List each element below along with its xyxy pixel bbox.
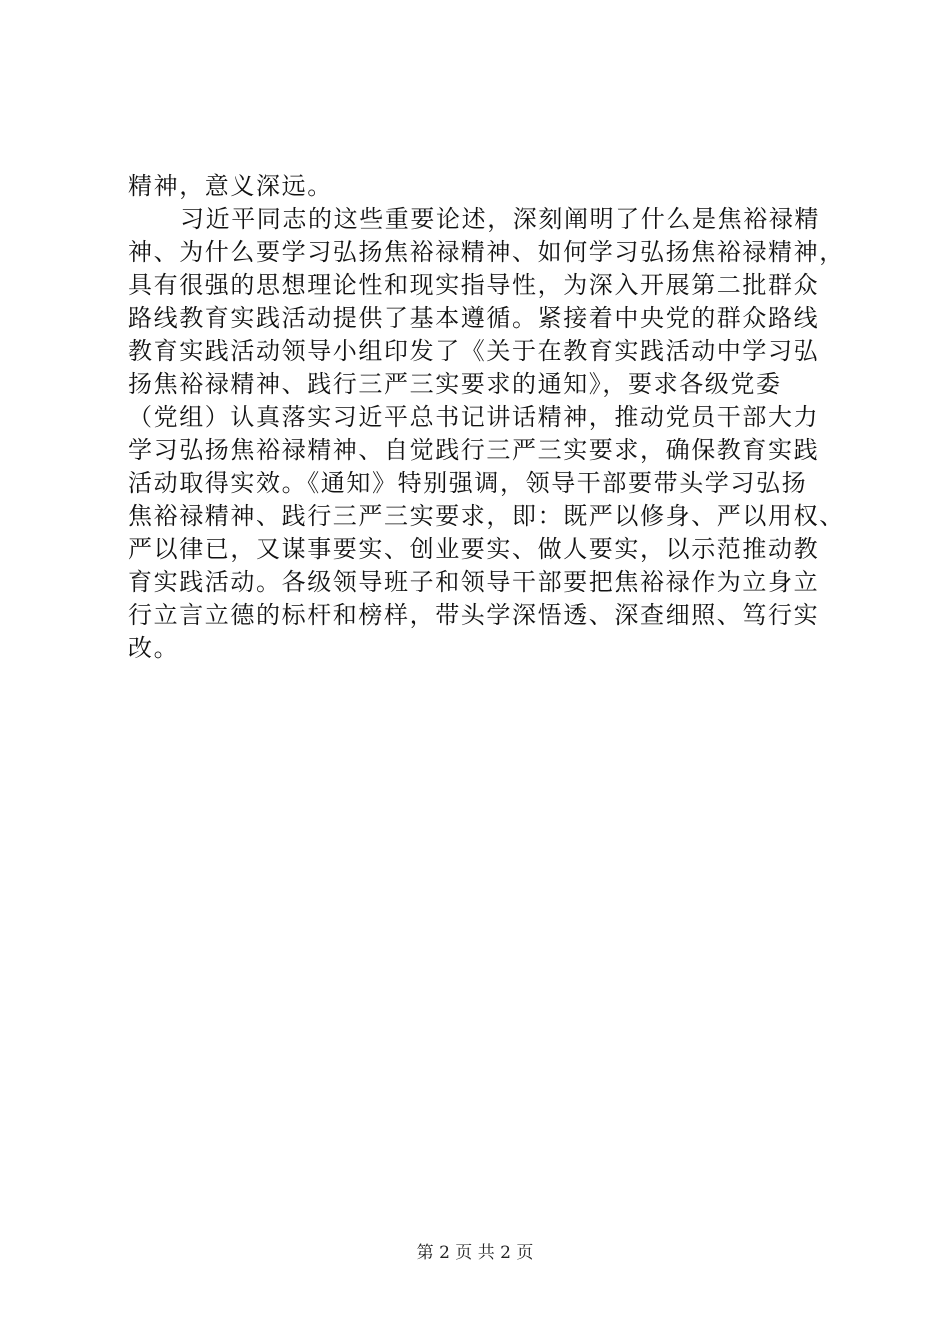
- text-line: 改。: [128, 634, 180, 662]
- text-line: 精神，意义深远。: [128, 172, 333, 200]
- text-line: 焦裕禄精神、践行三严三实要求，即：既严以修身、严以用权、: [128, 502, 845, 530]
- text-line: 扬焦裕禄精神、践行三严三实要求的通知》，要求各级党委: [128, 370, 782, 398]
- text-line: 具有很强的思想理论性和现实指导性，为深入开展第二批群众: [128, 271, 820, 299]
- text-line: （党组）认真落实习近平总书记讲话精神，推动党员干部大力: [128, 403, 820, 431]
- paragraph-first-line: 习近平同志的这些重要论述，深刻阐明了什么是焦裕禄精: [180, 205, 820, 233]
- text-line: 神、为什么要学习弘扬焦裕禄精神、如何学习弘扬焦裕禄精神，: [128, 238, 845, 266]
- body-text: [128, 170, 848, 665]
- text-line: 活动取得实效。《通知》特别强调，领导干部要带头学习弘扬: [128, 469, 808, 497]
- text-line: 教育实践活动领导小组印发了《关于在教育实践活动中学习弘: [128, 337, 820, 365]
- page-footer: [0, 1242, 950, 1264]
- page-number: 第 2 页 共 2 页: [416, 1243, 534, 1263]
- text-line: 育实践活动。各级领导班子和领导干部要把焦裕禄作为立身立: [128, 568, 820, 596]
- text-line: 严以律已，又谋事要实、创业要实、做人要实，以示范推动教: [128, 535, 820, 563]
- text-line: 行立言立德的标杆和榜样，带头学深悟透、深查细照、笃行实: [128, 601, 820, 629]
- text-line: 路线教育实践活动提供了基本遵循。紧接着中央党的群众路线: [128, 304, 820, 332]
- text-line: 学习弘扬焦裕禄精神、自觉践行三严三实要求，确保教育实践: [128, 436, 820, 464]
